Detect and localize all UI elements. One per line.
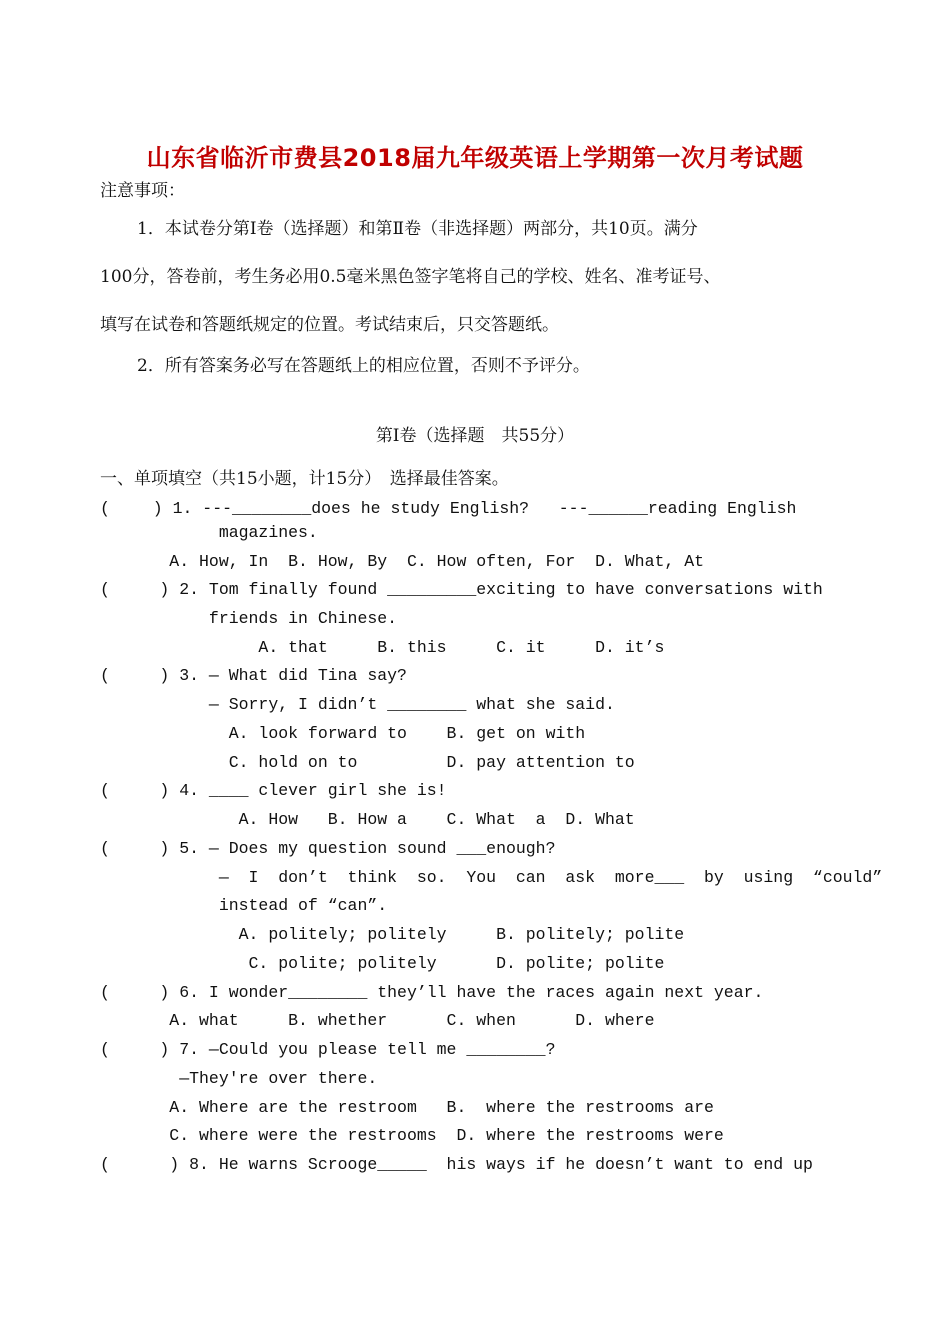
question-4-line-1: ( ) 4. ____ clever girl she is! xyxy=(100,781,447,800)
question-1-line-1: ( ) 1. ---________does he study English? ---______reading English xyxy=(100,499,797,518)
notice-item-1-line-2: 100分，答卷前，考生务必用0.5毫米黑色签字笔将自己的学校、姓名、准考证号、 xyxy=(100,267,721,287)
question-3-options-a-b: A. look forward to B. get on with xyxy=(100,724,586,743)
question-5-line-1: ( ) 5. — Does my question sound ___enough? xyxy=(100,839,556,858)
question-6-options: A. what B. whether C. when D. where xyxy=(100,1011,655,1030)
notice-item-1-line-1: 1．本试卷分第Ⅰ卷（选择题）和第Ⅱ卷（非选择题）两部分，共10页。满分 xyxy=(137,219,698,239)
part-1-instructions: 一、单项填空（共15小题，计15分） 选择最佳答案。 xyxy=(100,469,509,489)
question-7-options-c-d: C. where were the restrooms D. where the restrooms were xyxy=(100,1126,724,1145)
notice-item-2: 2．所有答案务必写在答题纸上的相应位置，否则不予评分。 xyxy=(137,356,590,376)
question-5-options-a-b: A. politely; politely B. politely; polite xyxy=(100,925,685,944)
question-7-options-a-b: A. Where are the restroom B. where the restrooms are xyxy=(100,1098,714,1117)
question-2-line-1: ( ) 2. Tom finally found _________exciting to have conversations with xyxy=(100,580,823,599)
question-5-line-3: instead of “can”. xyxy=(100,896,388,915)
question-5-options-c-d: C. polite; politely D. polite; polite xyxy=(100,954,665,973)
question-5-line-2: — I don’t think so. You can ask more___ by using “could” xyxy=(100,868,883,887)
question-7-line-1: ( ) 7. —Could you please tell me ________? xyxy=(100,1040,556,1059)
question-3-options-c-d: C. hold on to D. pay attention to xyxy=(100,753,635,772)
question-3-line-1: ( ) 3. — What did Tina say? xyxy=(100,666,407,685)
section-heading: 第Ⅰ卷（选择题 共55分） xyxy=(375,426,575,446)
page-title: 山东省临沂市费县2018届九年级英语上学期第一次月考试题 xyxy=(146,144,804,172)
notice-heading: 注意事项： xyxy=(100,181,185,201)
question-3-line-2: — Sorry, I didn’t ________ what she said. xyxy=(100,695,615,714)
question-2-options: A. that B. this C. it D. it’s xyxy=(100,638,665,657)
question-1-line-2: magazines. xyxy=(100,523,318,542)
question-8-line-1: ( ) 8. He warns Scrooge_____ his ways if he doesn’t want to end up xyxy=(100,1155,813,1174)
notice-item-1-line-3: 填写在试卷和答题纸规定的位置。考试结束后，只交答题纸。 xyxy=(100,315,559,335)
question-2-line-2: friends in Chinese. xyxy=(100,609,398,628)
question-7-line-2: —They're over there. xyxy=(100,1069,378,1088)
question-6-line-1: ( ) 6. I wonder________ they’ll have the races again next year. xyxy=(100,983,764,1002)
question-4-options: A. How B. How a C. What a D. What xyxy=(100,810,635,829)
question-1-options: A. How, In B. How, By C. How often, For D. What, At xyxy=(100,552,704,571)
